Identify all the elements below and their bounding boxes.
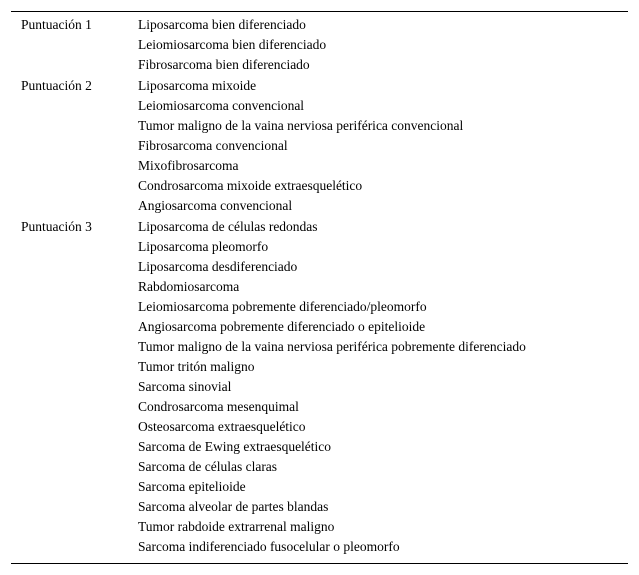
table-entry: Rabdomiosarcoma [138,279,240,294]
entry-list [138,217,628,557]
score-group-3 [11,217,628,557]
table-entry: Leiomiosarcoma convencional [138,98,305,113]
table-entry: Liposarcoma de células redondas [138,219,318,234]
score-label: Puntuación 1 [21,17,92,32]
score-table [11,11,628,564]
table-entry: Liposarcoma mixoide [138,78,257,93]
table-entry: Sarcoma indiferenciado fusocelular o pleomorfo [138,539,400,554]
table-entry: Angiosarcoma convencional [138,198,293,213]
score-group-1 [11,15,628,75]
entry-list [138,76,628,216]
table-entry: Liposarcoma desdiferenciado [138,259,298,274]
table-entry: Angiosarcoma pobremente diferenciado o epitelioide [138,319,426,334]
table-entry: Tumor rabdoide extrarrenal maligno [138,519,335,534]
table-entry: Osteosarcoma extraesquelético [138,419,306,434]
table-entry: Leiomiosarcoma pobremente diferenciado/pleomorfo [138,299,427,314]
table-entry: Liposarcoma pleomorfo [138,239,269,254]
score-group-2 [11,76,628,216]
table-entry: Fibrosarcoma bien diferenciado [138,57,310,72]
table-entry: Sarcoma alveolar de partes blandas [138,499,329,514]
table-entry: Liposarcoma bien diferenciado [138,17,306,32]
table-entry: Tumor tritón maligno [138,359,255,374]
table-entry: Condrosarcoma mesenquimal [138,399,299,414]
table-entry: Leiomiosarcoma bien diferenciado [138,37,327,52]
table-entry: Sarcoma epitelioide [138,479,246,494]
table-entry: Fibrosarcoma convencional [138,138,288,153]
table-entry: Mixofibrosarcoma [138,158,239,173]
table-entry: Tumor maligno de la vaina nerviosa periférica pobremente diferenciado [138,339,526,354]
score-label: Puntuación 3 [21,219,92,234]
score-label: Puntuación 2 [21,78,92,93]
table-entry: Condrosarcoma mixoide extraesquelético [138,178,363,193]
table-entry: Sarcoma sinovial [138,379,232,394]
table-entry: Sarcoma de células claras [138,459,278,474]
table-entry: Sarcoma de Ewing extraesquelético [138,439,332,454]
table-entry: Tumor maligno de la vaina nerviosa periférica convencional [138,118,464,133]
entry-list [138,15,628,75]
